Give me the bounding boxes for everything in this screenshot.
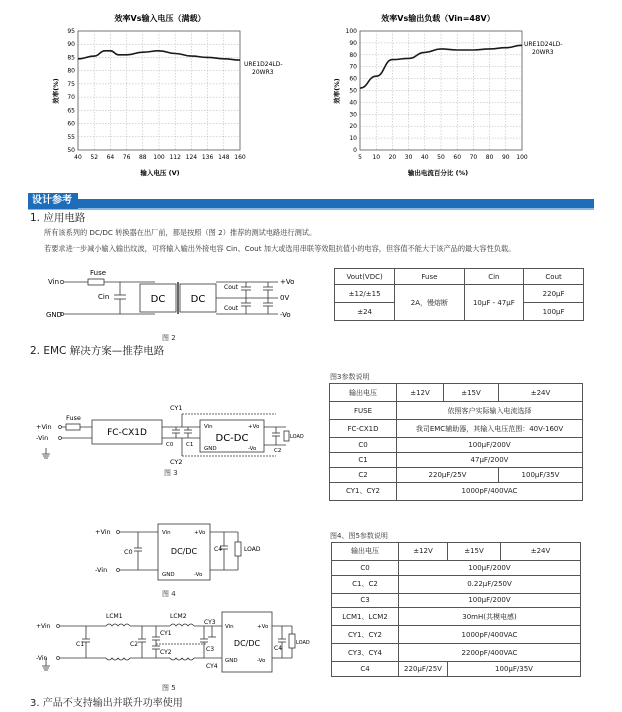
chart2-ytick: 50: [349, 87, 357, 95]
fig3-load: LOAD: [290, 434, 304, 440]
t2-r4-value-b: 100μF/35V: [499, 468, 583, 483]
t3-r6-value-b: 100μF/35V: [448, 662, 581, 677]
t3-r2-value: 100μF/200V: [399, 593, 581, 608]
chart2-xtick: 30: [404, 154, 413, 161]
fig3-c0: C0: [166, 442, 174, 448]
chart1-xtick: 124: [185, 154, 198, 161]
chart1-ytick: 75: [67, 80, 75, 88]
chart1-legend-line2: 20WR3: [252, 69, 274, 76]
figure-4-circuit: [90, 518, 270, 588]
t1-vout-2: ±24: [335, 303, 395, 321]
fig5-c3: C3: [206, 646, 215, 653]
fig3-caption: 图 3: [164, 469, 178, 477]
fig2-vin: Vin: [48, 278, 60, 286]
t3-r4-label: CY1、CY2: [332, 626, 399, 644]
chart1-plot-frame: [78, 31, 240, 150]
t1-header-vout: Vout(VDC): [335, 269, 395, 285]
t2-header-1: ±12V: [397, 384, 444, 402]
t1-vout-1: ±12/±15: [335, 285, 395, 303]
chart2-ytick: 10: [349, 135, 357, 143]
t2-r1-value: 我司EMC辅助器，其输入电压范围：40V-160V: [397, 420, 583, 438]
t3-r1-label: C1、C2: [332, 575, 399, 593]
chart1-ytick: 55: [67, 133, 75, 141]
heading-emc: 2. EMC 解决方案—推荐电路: [30, 345, 165, 357]
fig3-plus-vo: +Vo: [248, 424, 260, 430]
t3-r5-value: 2200pF/400VAC: [399, 644, 581, 662]
chart1-ytick: 60: [67, 120, 75, 128]
fig3-minus-vo: -Vo: [248, 446, 257, 452]
t2-r0-label: FUSE: [330, 402, 397, 420]
t3-r0-value: 100μF/200V: [399, 560, 581, 575]
fig3-plus-vin: +Vin: [36, 423, 52, 431]
chart1-xtick: 160: [234, 154, 246, 161]
chart1-xtick: 100: [153, 154, 165, 161]
fig2-plus-vo: +Vo: [280, 278, 295, 286]
chart2-ytick: 70: [349, 63, 357, 71]
fig5-plus-vo: +Vo: [257, 624, 269, 630]
t3-r3-value: 30mH(共模电感): [399, 608, 581, 626]
fig5-plus-vin: +Vin: [36, 623, 51, 630]
fig5-minus-vin: -Vin: [36, 655, 48, 662]
chart1-ylabel: 效率(%): [52, 78, 60, 104]
fig2-cin: Cin: [98, 293, 110, 301]
chart2-ytick: 60: [349, 75, 357, 83]
fig2-caption: 图 2: [162, 334, 176, 342]
fig5-load: LOAD: [296, 640, 310, 646]
figure-5-circuit: [36, 606, 310, 684]
chart-efficiency-vs-input-voltage: [51, 13, 283, 177]
chart2-ytick: 30: [349, 111, 357, 119]
chart2-xlabel: 输出电流百分比 (%): [407, 169, 469, 177]
t2-r4-value-a: 220μF/25V: [397, 468, 499, 483]
fig2-cout-top: Cout: [224, 284, 239, 291]
t1-cout-2: 100μF: [524, 303, 584, 321]
t2-r4-label: C2: [330, 468, 397, 483]
t3-header-1: ±12V: [399, 543, 448, 561]
chart2-ylabel: 效率(%): [333, 78, 341, 104]
chart1-ytick: 90: [67, 41, 75, 49]
fig5-cy4: CY4: [206, 663, 218, 670]
chart2-ytick: 40: [349, 99, 357, 107]
t2-r3-value: 47μF/200V: [397, 453, 583, 468]
heading-no-parallel: 3. 产品不支持输出并联升功率使用: [30, 698, 183, 709]
fig4-caption: 图 4: [162, 590, 176, 598]
t1-header-cin: Cin: [464, 269, 524, 285]
chart1-ytick: 50: [67, 147, 75, 154]
figure-2-circuit: [40, 262, 300, 342]
fig2-dc-left: DC: [150, 294, 166, 305]
fig5-cy2: CY2: [160, 649, 172, 656]
chart2-xtick: 60: [453, 154, 462, 161]
t3-header-2: ±15V: [448, 543, 501, 561]
fig3-c1: C1: [186, 442, 194, 448]
fig5-lcm1: LCM1: [106, 613, 123, 620]
fig2-0v: 0V: [280, 294, 290, 302]
t3-r0-label: C0: [332, 560, 399, 575]
fig5-caption: 图 5: [162, 684, 176, 692]
fig3-vin: Vin: [204, 424, 213, 430]
fig2-minus-vo: -Vo: [280, 311, 291, 319]
fig3-minus-vin: -Vin: [36, 434, 49, 442]
chart2-ytick: 90: [349, 39, 357, 47]
fig4-plus-vin: +Vin: [95, 528, 111, 536]
paragraph-1: 所有该系列的 DC/DC 转换器在出厂前，都是按照（图 2）推荐的测试电路进行测试。: [44, 228, 317, 237]
fig3-dcdc: DC-DC: [215, 433, 249, 444]
t1-cin: 10μF - 47μF: [464, 285, 524, 321]
fig2-gnd: GND: [46, 311, 63, 319]
fig5-dcdc: DC/DC: [233, 639, 261, 648]
t3-r6-label: C4: [332, 662, 399, 677]
t2-r1-label: FC-CX1D: [330, 420, 397, 438]
charts-area: [0, 0, 622, 190]
t2-r0-value: 依照客户实际输入电流选择: [397, 402, 583, 420]
fig4-c0: C0: [124, 548, 133, 556]
t3-header-3: ±24V: [501, 543, 581, 561]
chart2-ytick: 100: [345, 28, 357, 35]
chart2-xtick: 40: [420, 154, 429, 161]
fig5-lcm2: LCM2: [170, 613, 187, 620]
chart-efficiency-vs-load: [332, 13, 563, 177]
table-fig4-5-params: [331, 542, 581, 677]
fig3-fc-cx1d: FC-CX1D: [107, 428, 147, 438]
fig4-load: LOAD: [244, 546, 261, 553]
fig3-cy2: CY2: [170, 458, 183, 466]
t1-cout-1: 220μF: [524, 285, 584, 303]
t3-r5-label: CY3、CY4: [332, 644, 399, 662]
heading-application-circuit: 1. 应用电路: [30, 212, 86, 224]
chart2-title: 效率Vs输出负载（Vin=48V）: [381, 14, 495, 23]
fig5-cy3: CY3: [204, 619, 216, 626]
chart1-ytick: 95: [67, 28, 75, 35]
fig3-cy1: CY1: [170, 404, 183, 412]
fig5-c1: C1: [76, 641, 85, 648]
chart1-title: 效率Vs输入电压（满载）: [114, 14, 206, 23]
table2-caption: 图3参数说明: [330, 373, 370, 381]
t3-r1-value: 0.22μF/250V: [399, 575, 581, 593]
fig2-dc-right: DC: [190, 294, 206, 305]
chart2-xtick: 20: [388, 154, 397, 161]
chart1-xtick: 112: [169, 154, 181, 161]
table3-caption: 图4、图5参数说明: [330, 532, 388, 540]
figure-3-circuit: [36, 400, 304, 470]
chart2-xtick: 5: [358, 154, 362, 161]
chart2-legend-line2: 20WR3: [532, 49, 554, 56]
chart2-legend-line1: URE1D24LD-: [524, 41, 563, 48]
chart2-xtick: 10: [372, 154, 381, 161]
paragraph-2: 若要求进一步减小输入输出纹波，可将输入输出外接电容 Cin、Cout 加大或选用串联等效阻抗值小的电容，但容值不能大于该产品的最大容性负载。: [44, 244, 516, 253]
fig4-plus-vo: +Vo: [194, 530, 206, 536]
t2-r2-value: 100μF/200V: [397, 438, 583, 453]
chart2-ytick: 80: [349, 51, 357, 59]
fig2-fuse: Fuse: [90, 269, 107, 277]
t3-header-0: 输出电压: [332, 543, 399, 561]
fig5-minus-vo: -Vo: [257, 658, 266, 664]
t2-header-0: 输出电压: [330, 384, 397, 402]
t3-r6-value-a: 220μF/25V: [399, 662, 448, 677]
fig4-c4: C4: [214, 546, 223, 553]
t2-r2-label: C0: [330, 438, 397, 453]
fig4-minus-vin: -Vin: [95, 566, 108, 574]
fig4-gnd: GND: [162, 572, 175, 578]
chart1-ytick: 80: [67, 67, 75, 75]
t3-r4-value: 1000pF/400VAC: [399, 626, 581, 644]
chart2-ytick: 20: [349, 123, 357, 131]
t1-header-cout: Cout: [524, 269, 584, 285]
chart2-xtick: 100: [516, 154, 528, 161]
chart2-xtick: 70: [469, 154, 478, 161]
t2-r5-value: 1000pF/400VAC: [397, 482, 583, 500]
fig5-vin: Vin: [225, 624, 234, 630]
chart1-ytick: 85: [67, 54, 75, 62]
chart2-xtick: 90: [501, 154, 510, 161]
fig5-c2: C2: [130, 641, 139, 648]
fig3-gnd: GND: [204, 446, 217, 452]
fig2-cout-bottom: Cout: [224, 305, 239, 312]
fig3-fuse: Fuse: [66, 414, 81, 422]
chart1-ytick: 70: [67, 94, 75, 102]
fig4-minus-vo: -Vo: [194, 572, 203, 578]
chart1-xtick: 52: [90, 154, 99, 161]
fig5-cy1: CY1: [160, 630, 172, 637]
section-title: 设计参考: [28, 193, 78, 209]
table-fig3-params: [329, 383, 583, 501]
chart1-xtick: 88: [138, 154, 147, 161]
chart1-legend-line1: URE1D24LD-: [244, 61, 283, 68]
fig5-gnd: GND: [225, 658, 238, 664]
t1-fuse: 2A，慢熔断: [395, 285, 464, 321]
fig5-c4: C4: [274, 645, 283, 652]
chart1-xtick: 40: [74, 154, 82, 161]
t1-header-fuse: Fuse: [395, 269, 464, 285]
chart1-ytick: 65: [67, 107, 75, 115]
chart2-xtick: 50: [437, 154, 445, 161]
chart2-xtick: 80: [485, 154, 494, 161]
chart1-xlabel: 输入电压 (V): [140, 169, 180, 177]
t2-header-2: ±15V: [444, 384, 499, 402]
chart1-xtick: 148: [218, 154, 230, 161]
t2-r3-label: C1: [330, 453, 397, 468]
fig4-dcdc: DC/DC: [170, 547, 198, 556]
chart1-xtick: 76: [122, 154, 131, 161]
chart2-ytick: 0: [353, 147, 357, 154]
t3-r2-label: C3: [332, 593, 399, 608]
t3-r3-label: LCM1、LCM2: [332, 608, 399, 626]
section-bar: [28, 199, 594, 210]
fig4-vin: Vin: [162, 530, 171, 536]
t2-header-3: ±24V: [499, 384, 583, 402]
chart1-xtick: 64: [106, 154, 115, 161]
chart1-xtick: 136: [201, 154, 214, 161]
fig3-c2: C2: [274, 448, 282, 454]
t2-r5-label: CY1、CY2: [330, 482, 397, 500]
table-fig2-params: [334, 268, 584, 321]
